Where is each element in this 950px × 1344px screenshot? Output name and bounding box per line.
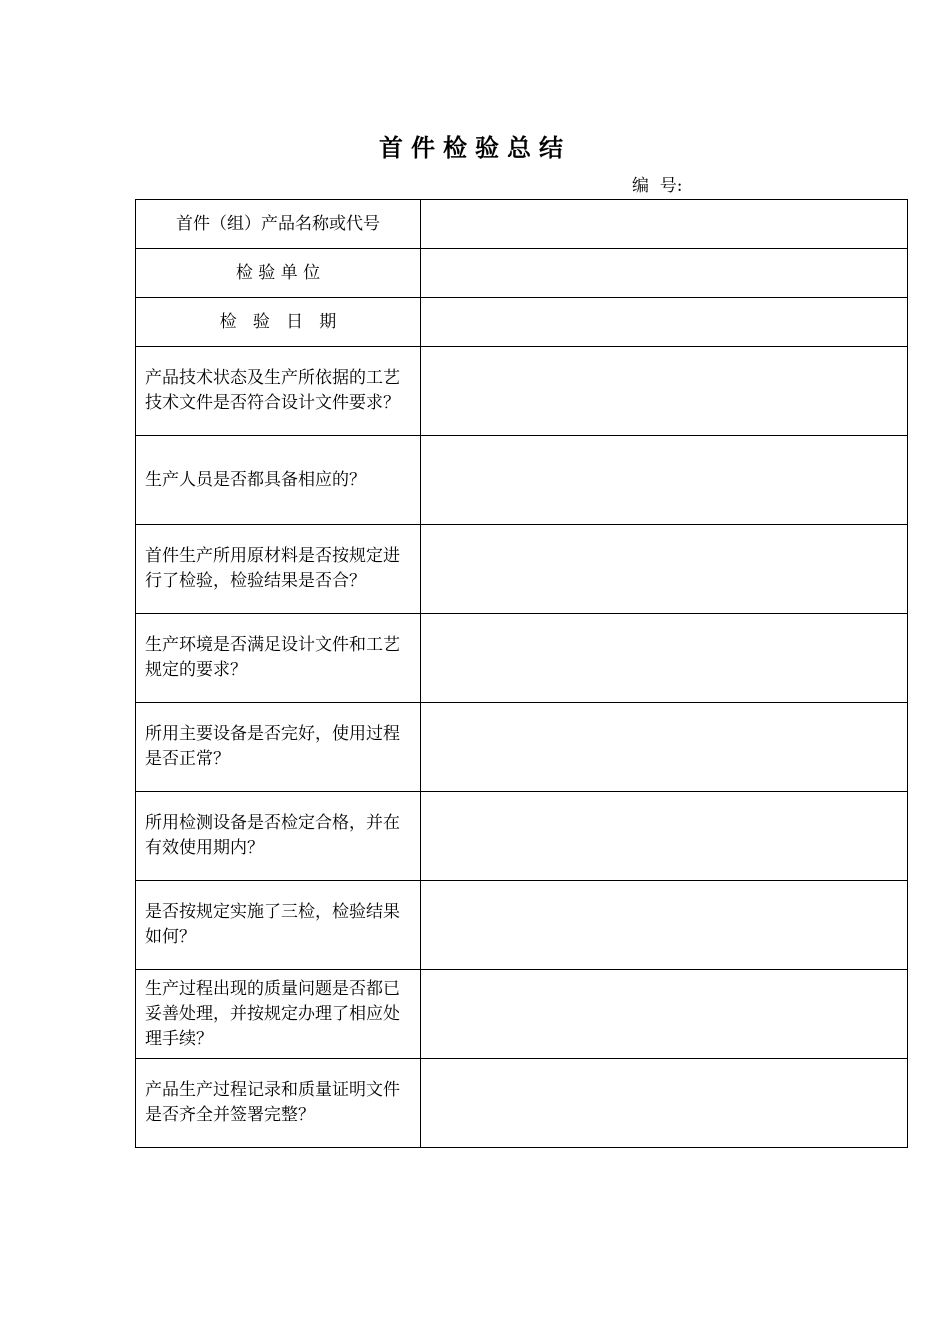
inspection-date-label: 检 验 日 期 xyxy=(136,298,421,347)
table-row xyxy=(136,436,908,525)
personnel-answer[interactable] xyxy=(421,436,908,525)
test-equipment-answer[interactable] xyxy=(421,792,908,881)
environment-answer[interactable] xyxy=(421,614,908,703)
table-row xyxy=(136,347,908,436)
three-checks-question: 是否按规定实施了三检，检验结果如何？ xyxy=(136,881,421,970)
raw-material-answer[interactable] xyxy=(421,525,908,614)
product-name-field[interactable] xyxy=(421,200,908,249)
records-question: 产品生产过程记录和质量证明文件是否齐全并签署完整？ xyxy=(136,1059,421,1148)
equipment-question: 所用主要设备是否完好，使用过程是否正常？ xyxy=(136,703,421,792)
technical-status-question: 产品技术状态及生产所依据的工艺技术文件是否符合设计文件要求？ xyxy=(136,347,421,436)
table-row xyxy=(136,200,908,249)
test-equipment-question: 所用检测设备是否检定合格，并在有效使用期内？ xyxy=(136,792,421,881)
document-title: 首件检验总结 xyxy=(379,134,571,162)
inspection-date-field[interactable] xyxy=(421,298,908,347)
table-row xyxy=(136,703,908,792)
product-name-label: 首件（组）产品名称或代号 xyxy=(136,200,421,249)
records-answer[interactable] xyxy=(421,1059,908,1148)
table-row xyxy=(136,525,908,614)
raw-material-question: 首件生产所用原材料是否按规定进行了检验，检验结果是否合？ xyxy=(136,525,421,614)
table-row xyxy=(136,970,908,1059)
inspection-unit-label: 检 验 单 位 xyxy=(136,249,421,298)
environment-question: 生产环境是否满足设计文件和工艺规定的要求？ xyxy=(136,614,421,703)
quality-issues-question: 生产过程出现的质量问题是否都已妥善处理，并按规定办理了相应处理手续？ xyxy=(136,970,421,1059)
table-row xyxy=(136,792,908,881)
quality-issues-answer[interactable] xyxy=(421,970,908,1059)
inspection-summary-table xyxy=(135,199,908,1148)
table-row xyxy=(136,614,908,703)
table-row xyxy=(136,249,908,298)
inspection-unit-field[interactable] xyxy=(421,249,908,298)
equipment-answer[interactable] xyxy=(421,703,908,792)
three-checks-answer[interactable] xyxy=(421,881,908,970)
personnel-question: 生产人员是否都具备相应的？ xyxy=(136,436,421,525)
technical-status-answer[interactable] xyxy=(421,347,908,436)
serial-number-label: 编 号: xyxy=(632,176,683,196)
table-row xyxy=(136,881,908,970)
table-row xyxy=(136,1059,908,1148)
table-row xyxy=(136,298,908,347)
